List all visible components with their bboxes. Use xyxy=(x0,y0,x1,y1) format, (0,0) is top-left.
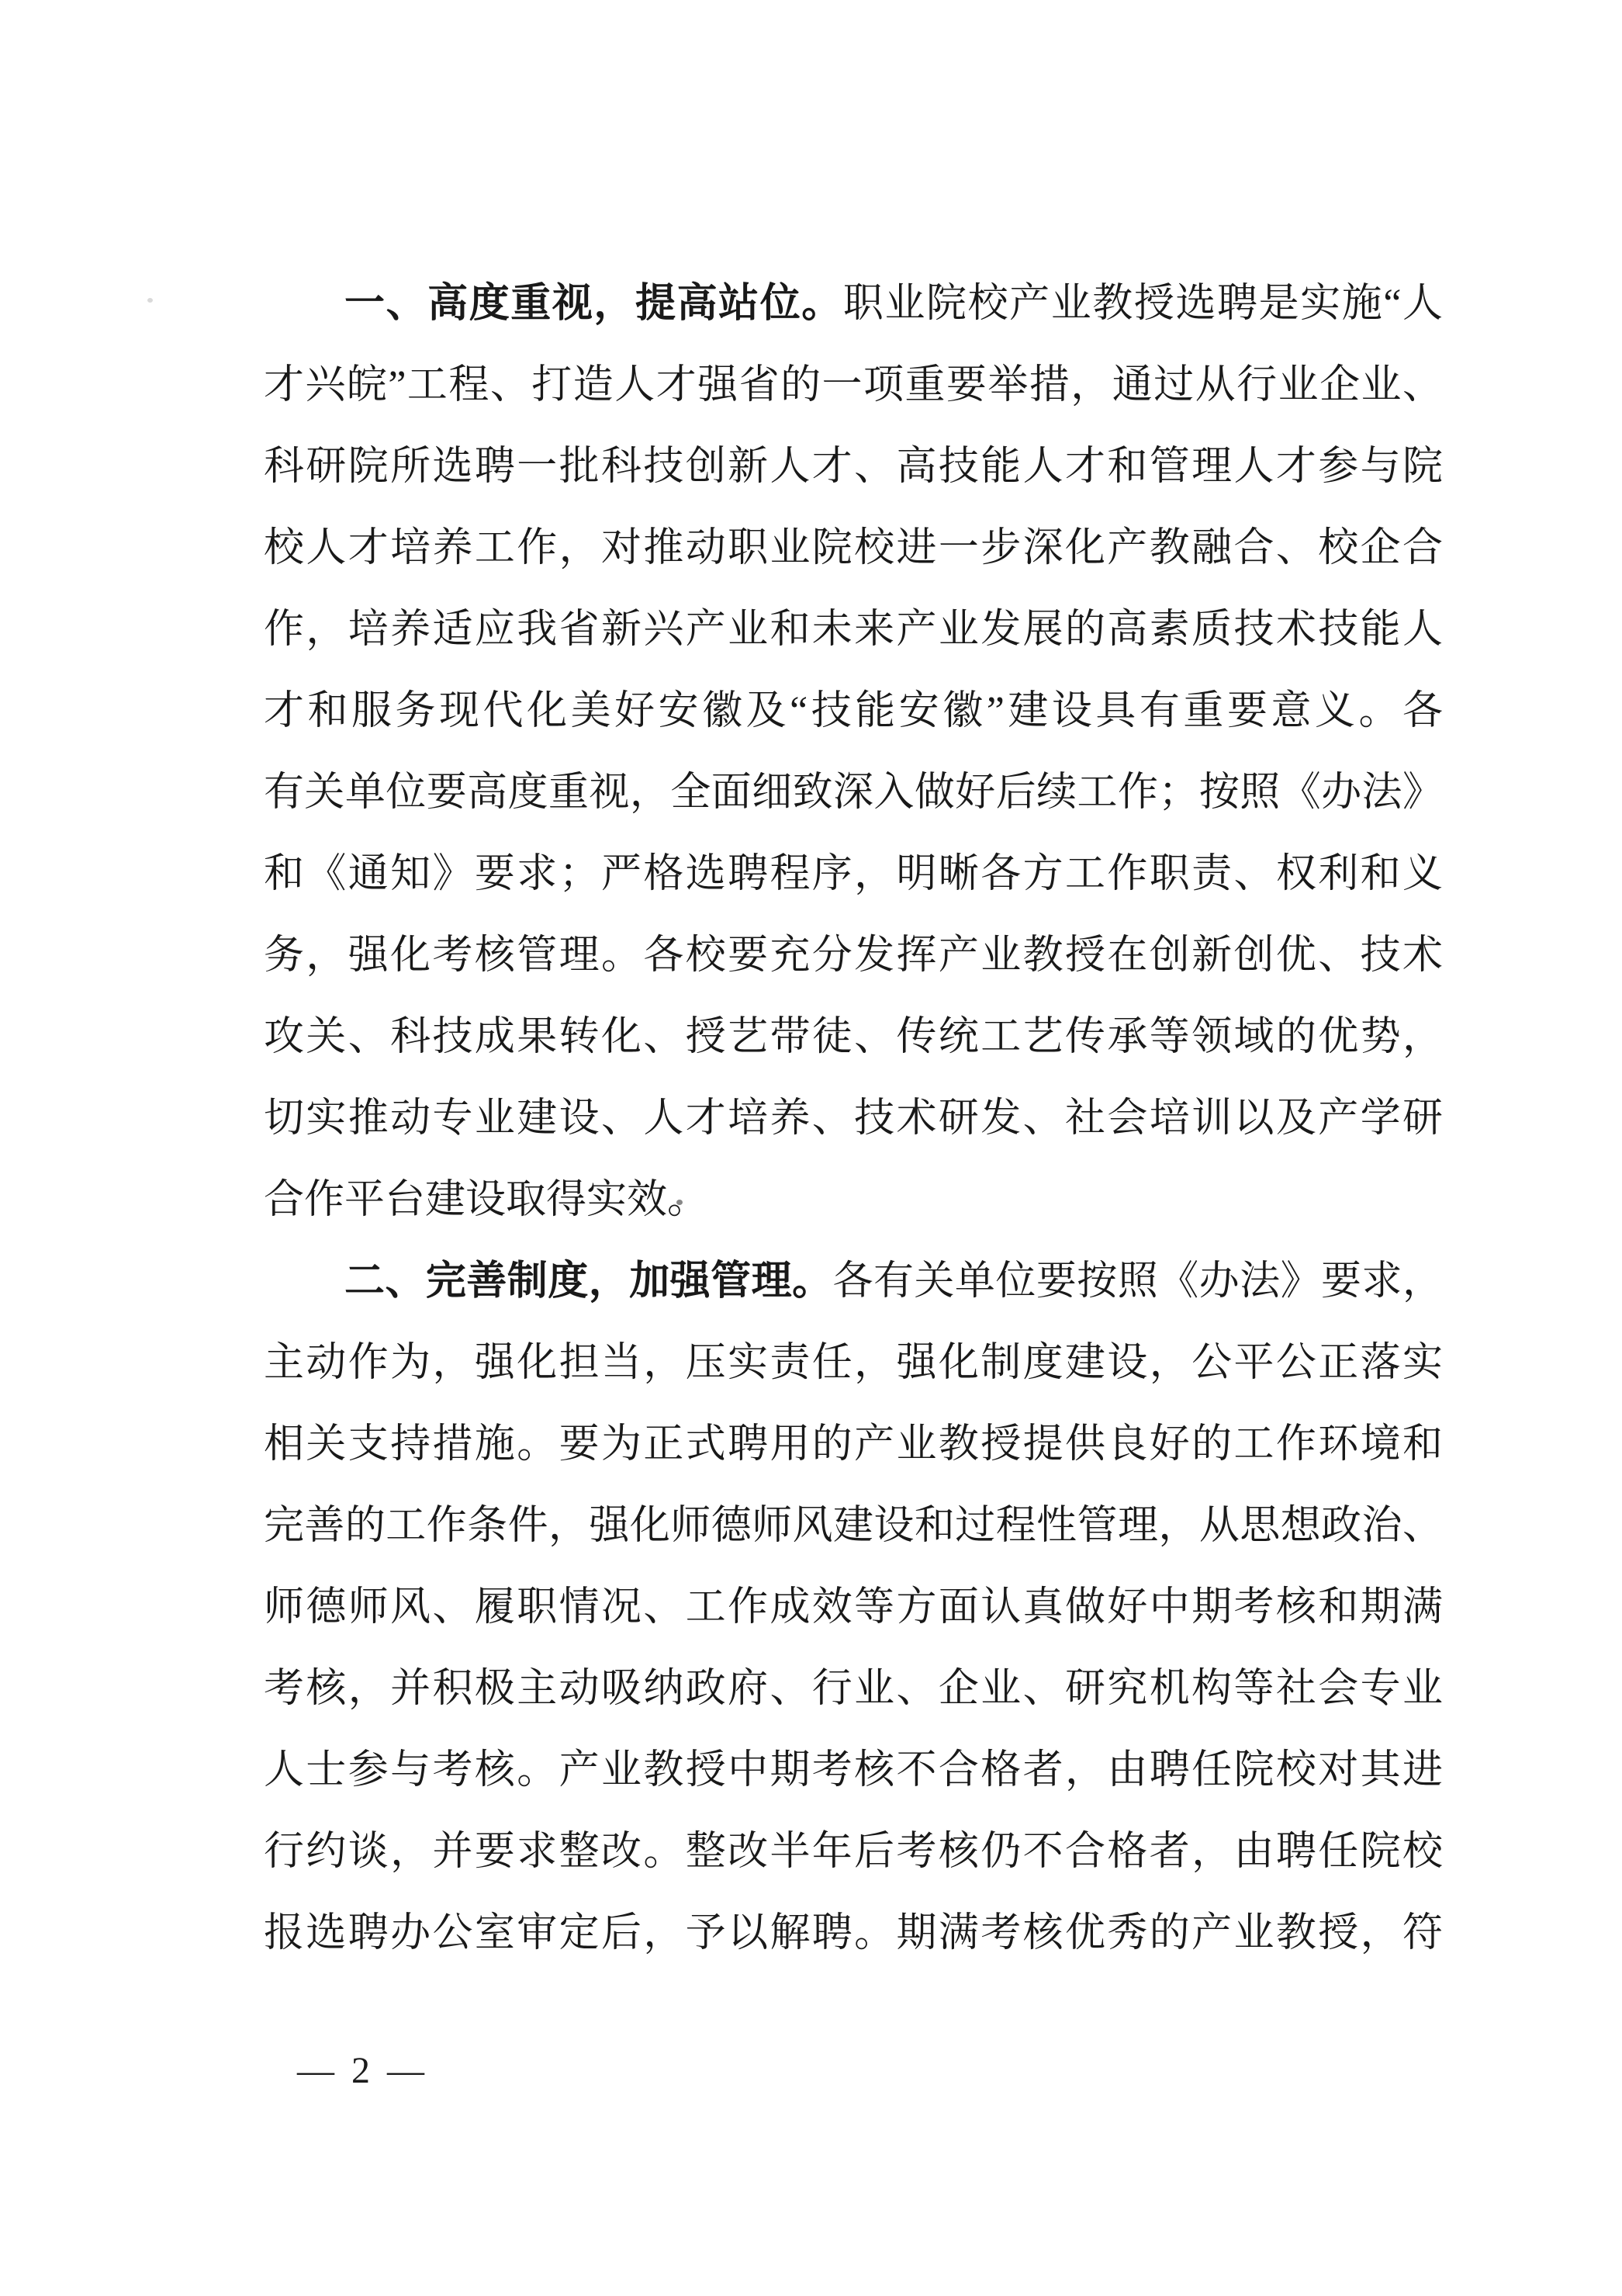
paragraph-heading: 一、高度重视，提高站位。 xyxy=(344,281,843,326)
paragraph-text: 攻关、科技成果转化、授艺带徒、传统工艺传承等领域的优势， xyxy=(264,1015,1443,1059)
paragraph-text: 师德师风、履职情况、工作成效等方面认真做好中期考核和期满 xyxy=(264,1585,1443,1629)
paragraph-text: 校人才培养工作，对推动职业院校进一步深化产教融合、校企合 xyxy=(264,526,1443,570)
paragraph-text: 报选聘办公室审定后，予以解聘。期满考核优秀的产业教授，符 xyxy=(264,1911,1443,1955)
paragraph-text: 作，培养适应我省新兴产业和未来产业发展的高素质技术技能人 xyxy=(264,608,1443,652)
paragraph-text: 行约谈，并要求整改。整改半年后考核仍不合格者，由聘任院校 xyxy=(264,1830,1443,1874)
paragraph-text: 职业院校产业教授选聘是实施“人 xyxy=(842,282,1443,326)
scan-speck xyxy=(147,298,153,303)
paragraph-text: 各有关单位要按照《办法》要求， xyxy=(832,1259,1443,1304)
paragraph-text: 才兴皖”工程、打造人才强省的一项重要举措，通过从行业企业、 xyxy=(264,363,1443,407)
paragraph-text: 科研院所选聘一批科技创新人才、高技能人才和管理人才参与院 xyxy=(264,445,1443,489)
text-line xyxy=(264,1485,1443,1567)
text-line xyxy=(264,1241,1443,1322)
text-line xyxy=(264,345,1443,426)
text-line xyxy=(264,670,1443,752)
document-body xyxy=(264,263,1443,1974)
paragraph-text: 和《通知》要求；严格选聘程序，明晰各方工作职责、权利和义 xyxy=(264,852,1443,896)
text-line xyxy=(264,752,1443,833)
paragraph-text: 有关单位要高度重视，全面细致深入做好后续工作；按照《办法》 xyxy=(264,771,1443,815)
paragraph-text: 才和服务现代化美好安徽及“技能安徽”建设具有重要意义。各 xyxy=(264,689,1443,733)
text-line xyxy=(264,426,1443,507)
text-line xyxy=(264,1404,1443,1485)
text-line xyxy=(264,1811,1443,1893)
paragraph-text: 完善的工作条件，强化师德师风建设和过程性管理，从思想政治、 xyxy=(264,1504,1443,1548)
text-line xyxy=(264,1893,1443,1974)
paragraph-text: 主动作为，强化担当，压实责任，强化制度建设，公平公正落实 xyxy=(264,1341,1443,1385)
paragraph-text: 务，强化考核管理。各校要充分发挥产业教授在创新创优、技术 xyxy=(264,933,1443,978)
paragraph-text: 考核，并积极主动吸纳政府、行业、企业、研究机构等社会专业 xyxy=(264,1667,1443,1711)
text-line xyxy=(264,1567,1443,1648)
text-line xyxy=(264,589,1443,670)
page-number: — 2 — xyxy=(297,2050,428,2091)
paragraph-text: 人士参与考核。产业教授中期考核不合格者，由聘任院校对其进 xyxy=(264,1748,1443,1792)
paragraph-text: 切实推动专业建设、人才培养、技术研发、社会培训以及产学研 xyxy=(264,1096,1443,1141)
text-line xyxy=(264,915,1443,996)
text-line xyxy=(264,1159,1443,1241)
text-line xyxy=(264,1322,1443,1404)
paragraph-text: 合作平台建设取得实效。 xyxy=(264,1178,708,1222)
text-line xyxy=(264,1078,1443,1159)
paragraph-text: 相关支持措施。要为正式聘用的产业教授提供良好的工作环境和 xyxy=(264,1422,1443,1467)
text-line xyxy=(264,996,1443,1078)
text-line xyxy=(264,833,1443,915)
text-line xyxy=(264,263,1443,345)
text-line xyxy=(264,1730,1443,1811)
text-line xyxy=(264,507,1443,589)
text-line xyxy=(264,1648,1443,1730)
paragraph-heading: 二、完善制度，加强管理。 xyxy=(344,1259,833,1304)
